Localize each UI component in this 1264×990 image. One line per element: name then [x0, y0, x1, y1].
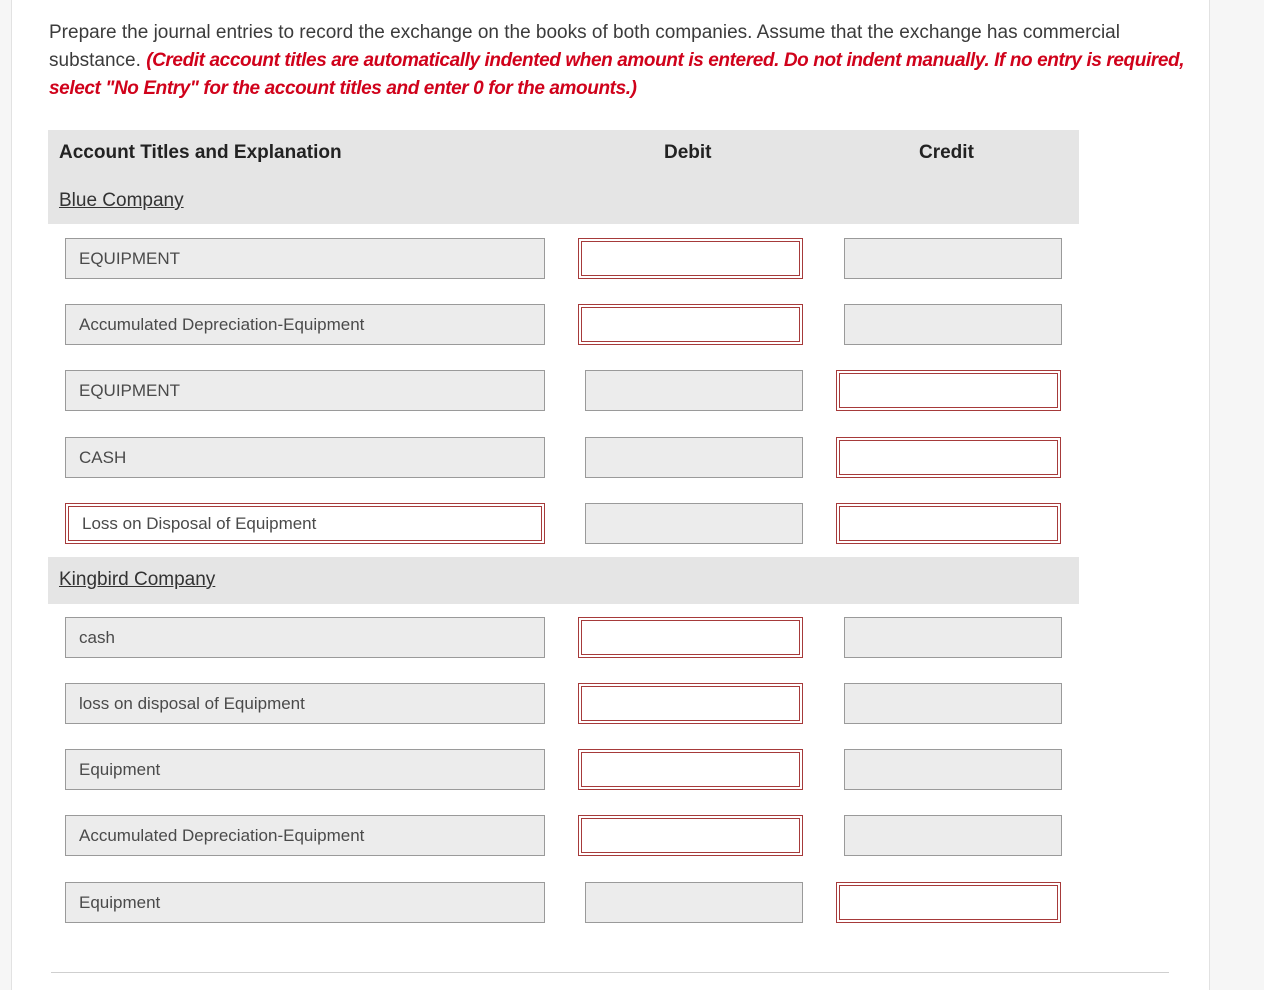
divider: [51, 972, 1169, 973]
credit-amount-field[interactable]: [844, 304, 1062, 345]
account-title-field[interactable]: Equipment: [65, 749, 545, 790]
debit-amount-field[interactable]: [578, 749, 803, 790]
debit-amount-field[interactable]: [585, 437, 803, 478]
section-title-kingbird-company: Kingbird Company: [59, 569, 216, 590]
debit-amount-field[interactable]: [585, 370, 803, 411]
debit-amount-field[interactable]: [578, 683, 803, 724]
instructions: [49, 19, 1189, 103]
account-title-field[interactable]: Loss on Disposal of Equipment: [65, 503, 545, 544]
credit-amount-field[interactable]: [836, 882, 1061, 923]
debit-amount-field[interactable]: [578, 238, 803, 279]
account-title-field[interactable]: Accumulated Depreciation-Equipment: [65, 815, 545, 856]
debit-amount-field[interactable]: [585, 882, 803, 923]
credit-amount-field[interactable]: [844, 815, 1062, 856]
credit-header: Credit: [919, 142, 974, 163]
instructions-text: Prepare the journal entries to record the exchange on the books of both companies. Assume that the exchange has commercial substance.: [49, 22, 1120, 71]
credit-amount-field[interactable]: [836, 437, 1061, 478]
account-title-field[interactable]: loss on disposal of Equipment: [65, 683, 545, 724]
account-title-field[interactable]: Accumulated Depreciation-Equipment: [65, 304, 545, 345]
credit-amount-field[interactable]: [836, 503, 1061, 544]
section-title-blue-company: Blue Company: [59, 190, 184, 211]
credit-amount-field[interactable]: [844, 749, 1062, 790]
credit-amount-field[interactable]: [844, 617, 1062, 658]
credit-amount-field[interactable]: [844, 238, 1062, 279]
section-header-kingbird: [48, 557, 1079, 604]
account-title-field[interactable]: EQUIPMENT: [65, 238, 545, 279]
debit-amount-field[interactable]: [585, 503, 803, 544]
account-title-field[interactable]: CASH: [65, 437, 545, 478]
instructions-note: (Credit account titles are automatically indented when amount is entered. Do not indent manually. If no entry is required, select "No Entry" for the account titles and enter 0 for the amounts.): [49, 50, 1185, 99]
credit-amount-field[interactable]: [844, 683, 1062, 724]
debit-amount-field[interactable]: [578, 304, 803, 345]
debit-amount-field[interactable]: [578, 617, 803, 658]
debit-header: Debit: [664, 142, 712, 163]
account-title-field[interactable]: cash: [65, 617, 545, 658]
debit-amount-field[interactable]: [578, 815, 803, 856]
account-title-field[interactable]: Equipment: [65, 882, 545, 923]
journal-table-header: [48, 130, 1079, 224]
account-title-field[interactable]: EQUIPMENT: [65, 370, 545, 411]
credit-amount-field[interactable]: [836, 370, 1061, 411]
account-titles-header: Account Titles and Explanation: [59, 142, 342, 163]
